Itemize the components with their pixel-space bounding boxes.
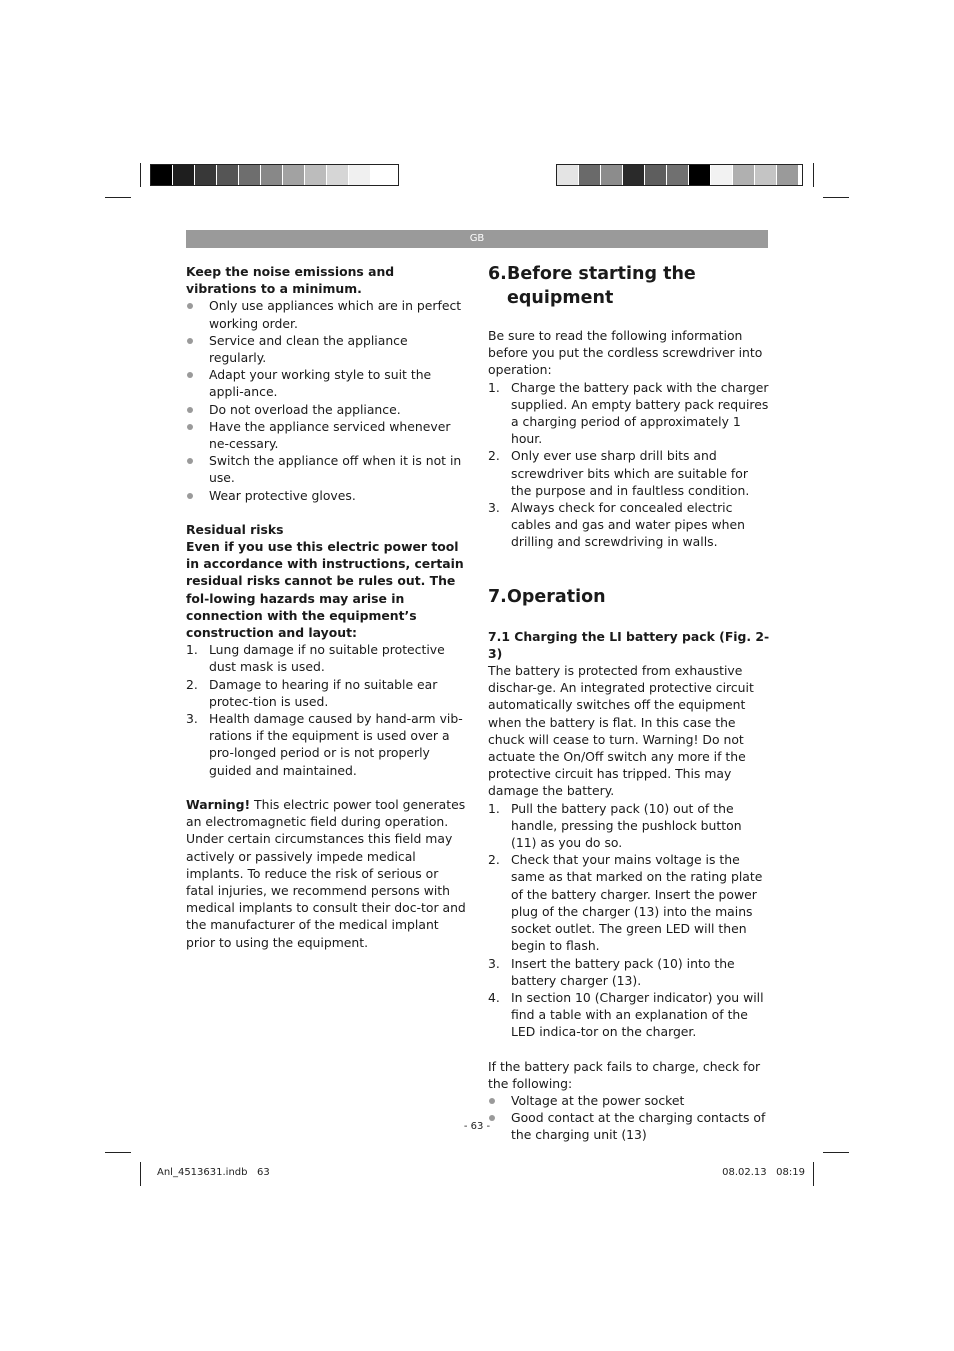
color-calibration-bar-left	[150, 164, 399, 186]
list-item: 4. In section 10 (Charger indicator) you will find a table with an explanation of the LED indica-tor on the charger.	[488, 989, 764, 1040]
list-item: 1. Pull the battery pack (10) out of the handle, pressing the pushlock button (11) as you do so.	[488, 800, 742, 851]
list-item: Only use appliances which are in perfect working order.	[186, 297, 468, 331]
warning-text: This electric power tool generates an electromagnetic field during operation. Under certain circumstances this field may actively or passively impede medical implants. To reduce the risk of serious or fatal injuries, we recommend persons with medical implants to consult their doc-tor and the manufacturer of the medical implant prior to using the equipment.	[186, 796, 466, 950]
crop-mark	[823, 197, 849, 198]
crop-mark	[105, 1152, 131, 1153]
list-item: Good contact at the charging contacts of the charging unit (13)	[488, 1109, 770, 1143]
left-column	[186, 263, 468, 951]
section-6-heading: 6.Before starting the equipment	[488, 264, 696, 308]
color-swatch	[151, 165, 173, 185]
section-6-intro: Be sure to read the following information before you put the cordless screwdriver into operation:	[488, 328, 763, 378]
color-calibration-bar-right	[556, 164, 803, 186]
list-item: 3. Insert the battery pack (10) into the battery charger (13).	[488, 955, 735, 988]
crop-mark	[823, 1152, 849, 1153]
list-item: 2. Damage to hearing if no suitable ear protec-tion is used.	[186, 676, 438, 709]
list-item: 3. Always check for concealed electric cables and gas and water pipes when drilling and screwdriving in walls.	[488, 500, 745, 550]
color-swatch	[579, 165, 601, 185]
list-item: 2. Only ever use sharp drill bits and screwdriver bits which are suitable for the purpose and in faultless condition.	[488, 448, 750, 498]
color-swatch	[173, 165, 195, 185]
noise-heading: Keep the noise emissions and vibrations to a minimum.	[186, 264, 395, 297]
color-swatch	[667, 165, 689, 185]
residual-risks-list	[186, 641, 468, 779]
crop-mark	[140, 1162, 141, 1186]
list-item: Voltage at the power socket	[488, 1092, 770, 1109]
language-label: GB	[469, 233, 485, 244]
crop-mark	[813, 163, 814, 187]
print-date: 08.02.13 08:19	[722, 1167, 805, 1178]
list-item: 1. Charge the battery pack with the charger supplied. An empty battery pack requires a charging period of approximately 1 hour.	[488, 379, 769, 447]
section-6-list	[488, 379, 770, 551]
file-name: Anl_4513631.indb 63	[157, 1167, 270, 1178]
color-swatch	[327, 165, 349, 185]
warning-label: Warning!	[186, 796, 251, 812]
color-swatch	[777, 165, 799, 185]
color-swatch	[689, 165, 711, 185]
crop-mark	[813, 1162, 814, 1186]
noise-list	[186, 297, 468, 503]
language-header-bar	[186, 230, 768, 248]
subsection-7-1-heading: 7.1 Charging the LI battery pack (Fig. 2-3)	[488, 628, 770, 661]
charge-fail-text: If the battery pack fails to charge, check for the following:	[488, 1058, 761, 1091]
list-item: Adapt your working style to suit the appli-ance.	[186, 366, 468, 400]
section-7-heading: 7.Operation	[488, 586, 606, 607]
color-swatch	[261, 165, 283, 185]
crop-mark	[140, 163, 141, 187]
list-item: Wear protective gloves.	[186, 487, 468, 504]
color-swatch	[239, 165, 261, 185]
list-item: Do not overload the appliance.	[186, 401, 468, 418]
color-swatch	[371, 165, 393, 185]
residual-risks-intro: Even if you use this electric power tool in accordance with instructions, certain residual risks cannot be rules out. The fol-lowing hazards may arise in connection with the equipment’s construction and layout:	[186, 539, 464, 641]
residual-risks-title: Residual risks	[186, 521, 284, 537]
color-swatch	[305, 165, 327, 185]
subsection-7-1-text: The battery is protected from exhaustive dischar-ge. An integrated protective circuit automatically switches off the equipment when the battery is flat. In this case the chuck will cease to turn. Warning! Do not actuate the On/Off switch any more if the protective circuit has tripped. This may damage the battery.	[488, 663, 754, 799]
list-item: 3. Health damage caused by hand-arm vib-rations if the equipment is used over a pro-longed period or is not properly guided and maintained.	[186, 711, 463, 778]
color-swatch	[217, 165, 239, 185]
list-item: Have the appliance serviced whenever ne-cessary.	[186, 418, 468, 452]
color-swatch	[645, 165, 667, 185]
charge-fail-list	[488, 1092, 770, 1144]
color-swatch	[755, 165, 777, 185]
color-swatch	[195, 165, 217, 185]
color-swatch	[711, 165, 733, 185]
list-item: Switch the appliance off when it is not in use.	[186, 452, 468, 486]
warning-paragraph	[186, 796, 468, 951]
color-swatch	[557, 165, 579, 185]
color-swatch	[623, 165, 645, 185]
page-number: - 63 -	[463, 1121, 491, 1132]
right-column	[488, 262, 770, 1144]
color-swatch	[349, 165, 371, 185]
list-item: 2. Check that your mains voltage is the same as that marked on the rating plate of the battery charger. Insert the power plug of the charger (13) into the mains socket outlet. The green LED will then begin to flash.	[488, 852, 763, 954]
charging-steps-list	[488, 800, 770, 1041]
color-swatch	[733, 165, 755, 185]
color-swatch	[601, 165, 623, 185]
color-swatch	[283, 165, 305, 185]
crop-mark	[105, 197, 131, 198]
list-item: 1. Lung damage if no suitable protective dust mask is used.	[186, 642, 445, 675]
list-item: Service and clean the appliance regularly.	[186, 332, 468, 366]
